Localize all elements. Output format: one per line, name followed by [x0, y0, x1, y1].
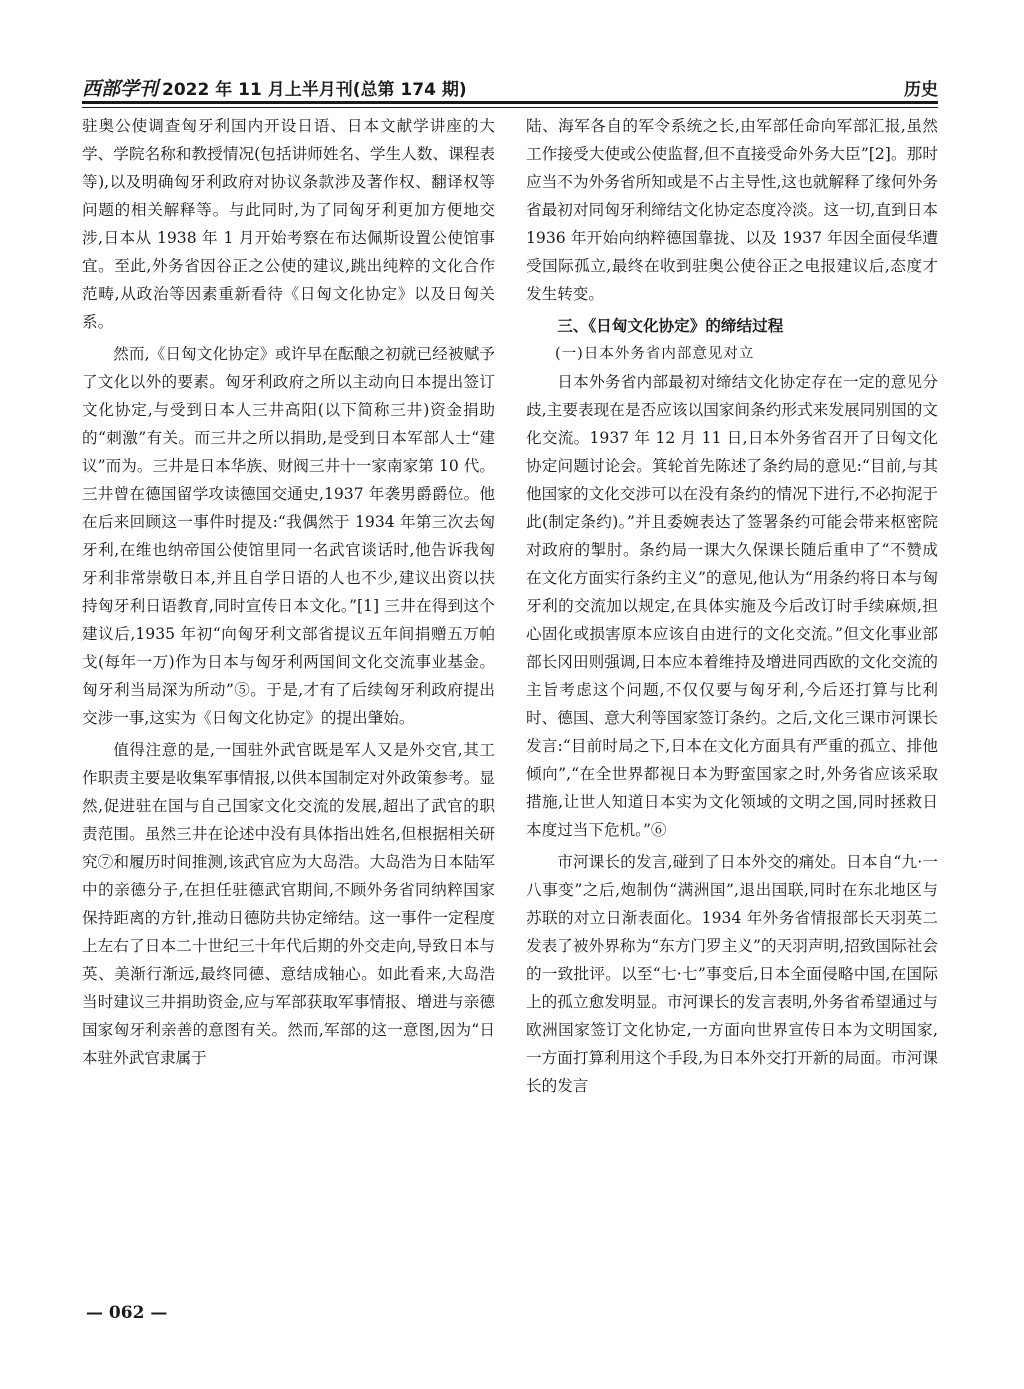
paragraph: 值得注意的是,一国驻外武官既是军人又是外交官,其工作职责主要是收集军事情报,以供本国制定对外政策参考。显然,促进驻在国与自己国家文化交流的发展,超出了武官的职责范围。虽然三井在论述中没有具体指出姓名,但根据相关研究⑦和履历时间推测,该武官应为大岛浩。大岛浩为日本陆军中的亲德分子,在担任驻德武官期间,不顾外务省同纳粹国家保持距离的方针,推动日德防共协定缔结。这一事件一定程度上左右了日本二十世纪三十年代后期的外交走向,导致日本与英、美渐行渐远,最终同德、意结成轴心。如此看来,大岛浩当时建议三井捐助资金,应与军部获取军事情报、增进与亲德国家匈牙利亲善的意图有关。然而,军部的这一意图,因为“日本驻外武官隶属于 — [82, 741, 495, 1067]
left-column — [82, 112, 495, 1076]
paragraph: 陆、海军各自的军令系统之长,由军部任命向军部汇报,虽然工作接受大使或公使监督,但不直接受命外务大臣”[2]。那时应当不为外务省所知或是不占主导性,这也就解释了缘何外务省最初对同匈牙利缔结文化协定态度冷淡。这一切,直到日本 1936 年开始向纳粹德国靠拢、以及 1937 年因全面侵华遭受国际孤立,最终在收到驻奥公使谷正之电报建议后,态度才发生转变。 — [526, 117, 938, 303]
paragraph: 日本外务省内部最初对缔结文化协定存在一定的意见分歧,主要表现在是否应该以国家间条约形式来发展同别国的文化交流。1937 年 12 月 11 日,日本外务省召开了日匈文化协定问题讨论会。箕轮首先陈述了条约局的意见:“目前,与其他国家的文化交涉可以在没有条约的情况下进行,不必拘泥于此(制定条约)。”并且委婉表达了签署条约可能会带来枢密院对政府的掣肘。条约局一课大久保课长随后重申了“不赞成在文化方面实行条约主义”的意见,他认为“用条约将日本与匈牙利的交流加以规定,在具体实施及今后改订时手续麻烦,担心固化或损害原本应该自由进行的文化交流。”但文化事业部部长冈田则强调,日本应本着维持及增进同西欧的文化交流的主旨考虑这个问题,不仅仅要与匈牙利,今后还打算与比利时、德国、意大利等国家签订条约。之后,文化三课市河课长发言:“目前时局之下,日本在文化方面具有严重的孤立、排他倾向”,“在全世界都视日本为野蛮国家之时,外务省应该采取措施,让世人知道日本实为文化领域的文明之国,同时拯救日本度过当下危机。”⑥ — [526, 373, 938, 839]
paragraph: 然而,《日匈文化协定》或许早在酝酿之初就已经被赋予了文化以外的要素。匈牙利政府之所以主动向日本提出签订文化协定,与受到日本人三井高阳(以下简称三井)资金捐助的“刺激”有关。而三井之所以捐助,是受到日本军部人士“建议”而为。三井是日本华族、财阀三井十一家南家第 10 代。三井曾在德国留学攻读德国交通史,1937 年袭男爵爵位。他在后来回顾这一事件时提及:“我偶然于 1934 年第三次去匈牙利,在维也纳帝国公使馆里同一名武官谈话时,他告诉我匈牙利非常崇敬日本,并且自学日语的人也不少,建议出资以扶持匈牙利日语教育,同时宣传日本文化。”[1] 三井在得到这个建议后,1935 年初“向匈牙利文部省提议五年间捐赠五万帕戈(每年一万)作为日本与匈牙利两国间文化交流事业基金。匈牙利当局深为所动”⑤。于是,才有了后续匈牙利政府提出交涉一事,这实为《日匈文化协定》的提出肇始。 — [82, 345, 495, 727]
issue-title: 2022 年 11 月上半月刊(总第 174 期) — [162, 80, 467, 100]
page-header — [82, 74, 938, 100]
right-column — [526, 112, 938, 1104]
subsection-heading: (一)日本外务省内部意见对立 — [555, 346, 755, 362]
paragraph: 市河课长的发言,碰到了日本外交的痛处。日本自“九·一八事变”之后,炮制伪“满洲国”,退出国联,同时在东北地区与苏联的对立日渐表面化。1934 年外务省情报部长天羽英二发表了被外界称为“东方门罗主义”的天羽声明,招致国际社会的一致批评。以至“七·七”事变后,日本全面侵略中国,在国际上的孤立愈发明显。市河课长的发言表明,外务省希望通过与欧洲国家签订文化协定,一方面向世界宣传日本为文明国家,一方面打算利用这个手段,为日本外交打开新的局面。市河课长的发言 — [526, 853, 938, 1095]
section-heading: 三、《日匈文化协定》的缔结过程 — [557, 317, 784, 335]
header-rule-thin — [82, 107, 938, 108]
header-rule-thick — [82, 101, 938, 104]
page-number: — 062 — — [86, 1303, 168, 1323]
journal-logo: 西部学刊 — [82, 78, 159, 100]
paragraph: 驻奥公使调查匈牙利国内开设日语、日本文献学讲座的大学、学院名称和教授情况(包括讲师姓名、学生人数、课程表等),以及明确匈牙利政府对协议条款涉及著作权、翻译权等问题的相关解释等。与此同时,为了同匈牙利更加方便地交涉,日本从 1938 年 1 月开始考察在布达佩斯设置公使馆事宜。至此,外务省因谷正之公使的建议,跳出纯粹的文化合作范畴,从政治等因素重新看待《日匈文化协定》以及日匈关系。 — [82, 117, 495, 331]
section-name: 历史 — [904, 80, 938, 100]
